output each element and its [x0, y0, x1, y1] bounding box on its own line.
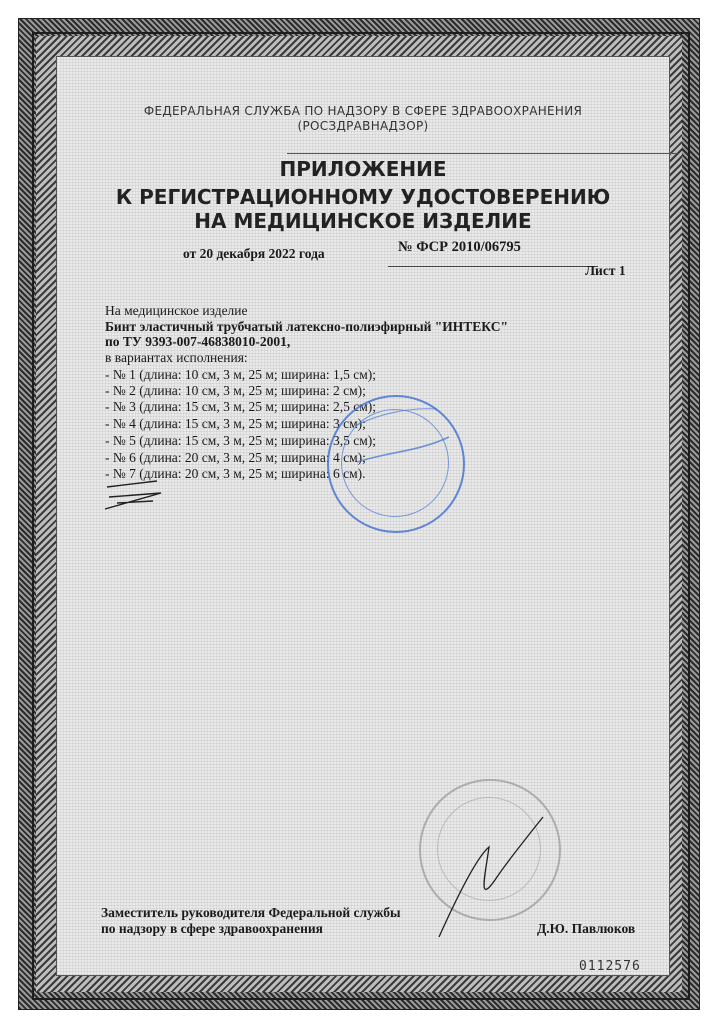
intro-text: На медицинское изделие [105, 303, 248, 318]
variant-item: - № 7 (длина: 20 см, 3 м, 25 м; ширина: 6 см). [105, 466, 366, 481]
serial-number: 0112576 [579, 959, 641, 974]
title-line-2: К РЕГИСТРАЦИОННОМУ УДОСТОВЕРЕНИЮ [115, 185, 611, 209]
variant-item: - № 5 (длина: 15 см, 3 м, 25 м; ширина: 3,5 см); [105, 433, 377, 448]
signatory-position-line-1: Заместитель руководителя Федеральной службы [101, 905, 401, 920]
company-stamp-inner-ring [341, 409, 449, 517]
title-line-3: НА МЕДИЦИНСКОЕ ИЗДЕЛИЕ [194, 209, 532, 233]
product-spec: по ТУ 9393-007-46838010-2001, [105, 334, 291, 349]
issue-date: от 20 декабря 2022 года [183, 246, 325, 261]
number-underline [388, 266, 598, 267]
signatory-name: Д.Ю. Павлюков [537, 921, 636, 936]
agency-name: ФЕДЕРАЛЬНАЯ СЛУЖБА ПО НАДЗОРУ В СФЕРЕ ЗДРАВООХРАНЕНИЯ [143, 104, 583, 118]
title-line-1: ПРИЛОЖЕНИЕ [279, 157, 447, 181]
document-body [56, 56, 670, 976]
sheet-number: Лист 1 [585, 263, 626, 278]
product-name: Бинт эластичный трубчатый латексно-полиэфирный "ИНТЕКС" [105, 319, 508, 334]
signatory-position-line-2: по надзору в сфере здравоохранения [101, 921, 323, 936]
variants-label: в вариантах исполнения: [105, 350, 248, 365]
header-divider [287, 153, 677, 154]
variant-item: - № 4 (длина: 15 см, 3 м, 25 м; ширина: 3 см); [105, 416, 366, 431]
variant-item: - № 6 (длина: 20 см, 3 м, 25 м; ширина: 4 см); [105, 450, 366, 465]
state-seal-inner-ring [437, 797, 541, 901]
variant-item: - № 1 (длина: 10 см, 3 м, 25 м; ширина: 1,5 см); [105, 367, 377, 382]
registration-number: № ФСР 2010/06795 [398, 239, 521, 255]
variant-item: - № 3 (длина: 15 см, 3 м, 25 м; ширина: 2,5 см); [105, 399, 377, 414]
agency-short-name: (РОСЗДРАВНАДЗОР) [297, 119, 429, 133]
variant-item: - № 2 (длина: 10 см, 3 м, 25 м; ширина: 2 см); [105, 383, 366, 398]
